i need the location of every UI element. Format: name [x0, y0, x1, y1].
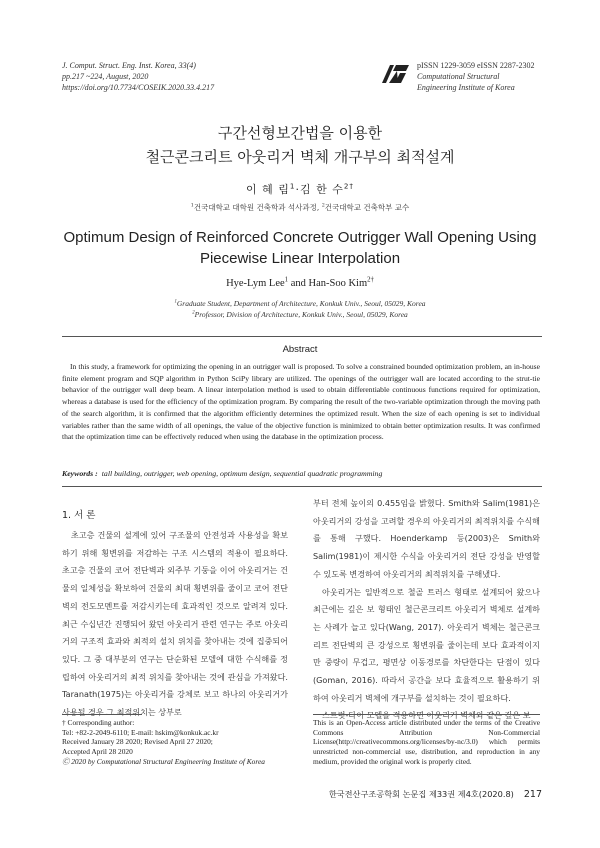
- intro-paragraph-3: 스트럿-타이 모델을 적용하면 아웃리거 벽체와 같은 깊은 보: [322, 710, 531, 721]
- abstract-body: [62, 361, 540, 443]
- author-2-sup: 2†: [343, 181, 354, 191]
- section-1-heading: 1. 서 론: [62, 510, 96, 521]
- korean-affil-1: 건국대학교 대학원 건축학과 석사과정,: [193, 203, 320, 212]
- abstract-heading: Abstract: [282, 344, 318, 355]
- intro-paragraph-2: 아웃리거는 일반적으로 철골 트러스 형태로 설계되어 왔으나 최근에는 깊은 보 형태인 철근콘크리트 아웃리거 벽체로 설계하는 사례가 늘고 있다(Wang, 2017). 아웃리거 벽체는 철근콘크리트 전단벽의 큰 강성으로 횡변위를 줄이는데 보다 효과적이지만 중량이 무겁고, 평면상 이동경로를 차단한다는 단점이 있다(Goman, 2016). 따라서 공간을 보다 효율적으로 활용하기 위하여 아웃리거 벽체에 개구부를 설치하는 것이 필요하다.: [313, 586, 540, 703]
- english-title: [0, 227, 600, 269]
- correspondence-footnote: [62, 718, 288, 767]
- korean-author-2: 김 한 수: [299, 183, 344, 196]
- korean-affil-2: 건국대학교 건축학부 교수: [324, 203, 410, 212]
- korean-authors: [0, 181, 600, 197]
- english-author-1: Hye-Lym Lee: [226, 278, 285, 289]
- english-title-line1: Optimum Design of Reinforced Concrete Outrigger Wall Opening Using: [63, 229, 537, 246]
- open-access-rule: [313, 714, 540, 715]
- en-author-1-sup: 1: [284, 276, 289, 284]
- corresponding-contact: Tel: +82-2-2049-6110; E-mail: hskim@konkuk.ac.kr: [62, 727, 219, 737]
- keywords-colon: :: [93, 469, 98, 478]
- intro-paragraph-1: 초고층 건물의 설계에 있어 구조물의 안전성과 사용성을 확보하기 위해 횡변위를 저감하는 구조 시스템의 적용이 필요하다. 초고층 건물의 코어 전단벽과 외주부 기둥을 이어 아웃리거는 건물의 일체성을 확보하여 건물의 최대 횡변위를 줄이고 코어 전단벽의 전도모멘트를 저감시키는데 효과적인 것으로 알려져 있다. 최근 수십년간 진행되어 왔던 아웃리거 관련 연구는 주로 아웃리거의 구조적 효과와 최적의 설치 위치를 찾아내는 것에 집중되어 있다. 그 중 대부분의 연구는 단순화된 모델에 대한 수식해를 정립하여 아웃리거의 최적 위치를 찾아내는 것에 관심을 가져왔다. Taranath(1975)는 아웃리거를 강체로 보고 하나의 아웃리거가 사용될 경우 그 최적위치는 상부로: [62, 530, 288, 718]
- english-affil-2: Professor, Division of Architecture, Konkuk Univ., Seoul, 05029, Korea: [194, 310, 408, 319]
- page-number: 217: [523, 789, 542, 800]
- author-1-sup: 1: [289, 181, 296, 191]
- journal-logo-icon: [379, 63, 411, 85]
- open-access-notice: This is an Open-Access article distributed under the terms of the Creative Commons Attribution Non-Commercial License(http://creativecommons.org/licenses/by-nc/3.0) which permits unrestricted non-commercial use, distribution, and reproduction in any medium, provided the original work is properly cited.: [313, 718, 540, 766]
- citation-pages: pp.217 ~224, August, 2020: [62, 72, 149, 81]
- body-column-left: [62, 527, 288, 722]
- abstract-text: In this study, a framework for optimizing the opening in an outrigger wall is proposed. To solve a constrained bounded optimization problem, an in-house finite element program and SQP algorithm in Python SciPy library are utilized. The openings of the outrigger wall are located according to the strut-tie behavior of the outrigger wall deep beam. A linear interpolation method is used to obtain differentiable continuous functions required for optimization, whereas a database is used for the efficiency of the optimization program. By comparing the result of the two-variable optimization through the moving path of the search algorithm, it is confirmed that the algorithm efficiently determines the optimized result. When the size of each opening is set to individual variables rather than the same width of all openings, the value of the objective function is minimized to obtain better optimization results. It was confirmed that the optimization time can be effectively reduced when using the database in the optimization process.: [62, 362, 540, 442]
- affil-2-sup: 2: [321, 202, 325, 209]
- keywords-values: tall building, outrigger, web opening, optimum design, sequential quadratic programming: [101, 469, 383, 478]
- affil-1-sup: 1: [190, 202, 194, 209]
- citation-doi[interactable]: https://doi.org/10.7734/COSEIK.2020.33.4.217: [62, 83, 215, 92]
- keywords-label: Keywords: [62, 469, 94, 478]
- authors-and: and: [288, 278, 309, 289]
- english-title-line2: Piecewise Linear Interpolation: [199, 250, 401, 267]
- page-footer: [320, 789, 542, 800]
- journal-issn-block: [417, 60, 535, 93]
- citation-journal: J. Comput. Struct. Eng. Inst. Korea, 33(4): [62, 61, 196, 70]
- footer-journal-issue: 한국전산구조공학회 논문집 제33권 제4호(2020.8): [328, 789, 514, 799]
- intro-paragraph-1-cont: 부터 전체 높이의 0.455임을 밝혔다. Smith와 Salim(1981)은 아웃리거의 강성을 고려할 경우의 아웃리거의 최적위치를 수식해를 통해 구했다. Hoenderkamp 등(2003)은 Smith와 Salim(1981)이 제시한 수식을 아웃리거의 전단 강성을 반영할 수 있도록 변경하여 아웃리거의 최적위치를 구해냈다.: [313, 498, 540, 579]
- korean-title: [0, 121, 600, 169]
- english-affiliations: [0, 298, 600, 320]
- english-affil-1: Graduate Student, Department of Architecture, Konkuk Univ., Seoul, 05029, Korea: [176, 299, 426, 308]
- keywords-line: [62, 469, 540, 478]
- received-revised-dates: Received January 28 2020; Revised April 27 2020;: [62, 737, 213, 747]
- en-affil-1-sup: 1: [174, 299, 177, 305]
- author-separator: ·: [295, 183, 300, 196]
- korean-author-1: 이 혜 림: [246, 183, 290, 196]
- en-author-2-sup: 2†: [367, 276, 374, 284]
- abstract-bottom-rule: [62, 486, 542, 487]
- korean-title-line2: 철근콘크리트 아웃리거 벽체 개구부의 최적설계: [145, 148, 455, 166]
- copyright-notice: Ⓒ 2020 by Computational Structural Engineering Institute of Korea: [62, 756, 265, 766]
- abstract-top-rule: [62, 336, 542, 337]
- publisher-line2: Engineering Institute of Korea: [417, 83, 515, 92]
- corresponding-author-label: † Corresponding author:: [62, 718, 135, 727]
- publisher-line1: Computational Structural: [417, 72, 500, 81]
- korean-affiliations: [0, 202, 600, 213]
- english-author-2: Han-Soo Kim: [308, 278, 368, 289]
- issn-numbers: pISSN 1229-3059 eISSN 2287-2302: [417, 61, 535, 70]
- accepted-date: Accepted April 28 2020: [62, 747, 133, 757]
- korean-title-line1: 구간선형보간법을 이용한: [217, 124, 383, 142]
- english-authors: [0, 278, 600, 289]
- footnote-rule: [62, 714, 142, 715]
- body-column-right: [313, 495, 540, 725]
- journal-citation: [62, 60, 214, 93]
- en-affil-2-sup: 2: [192, 310, 195, 316]
